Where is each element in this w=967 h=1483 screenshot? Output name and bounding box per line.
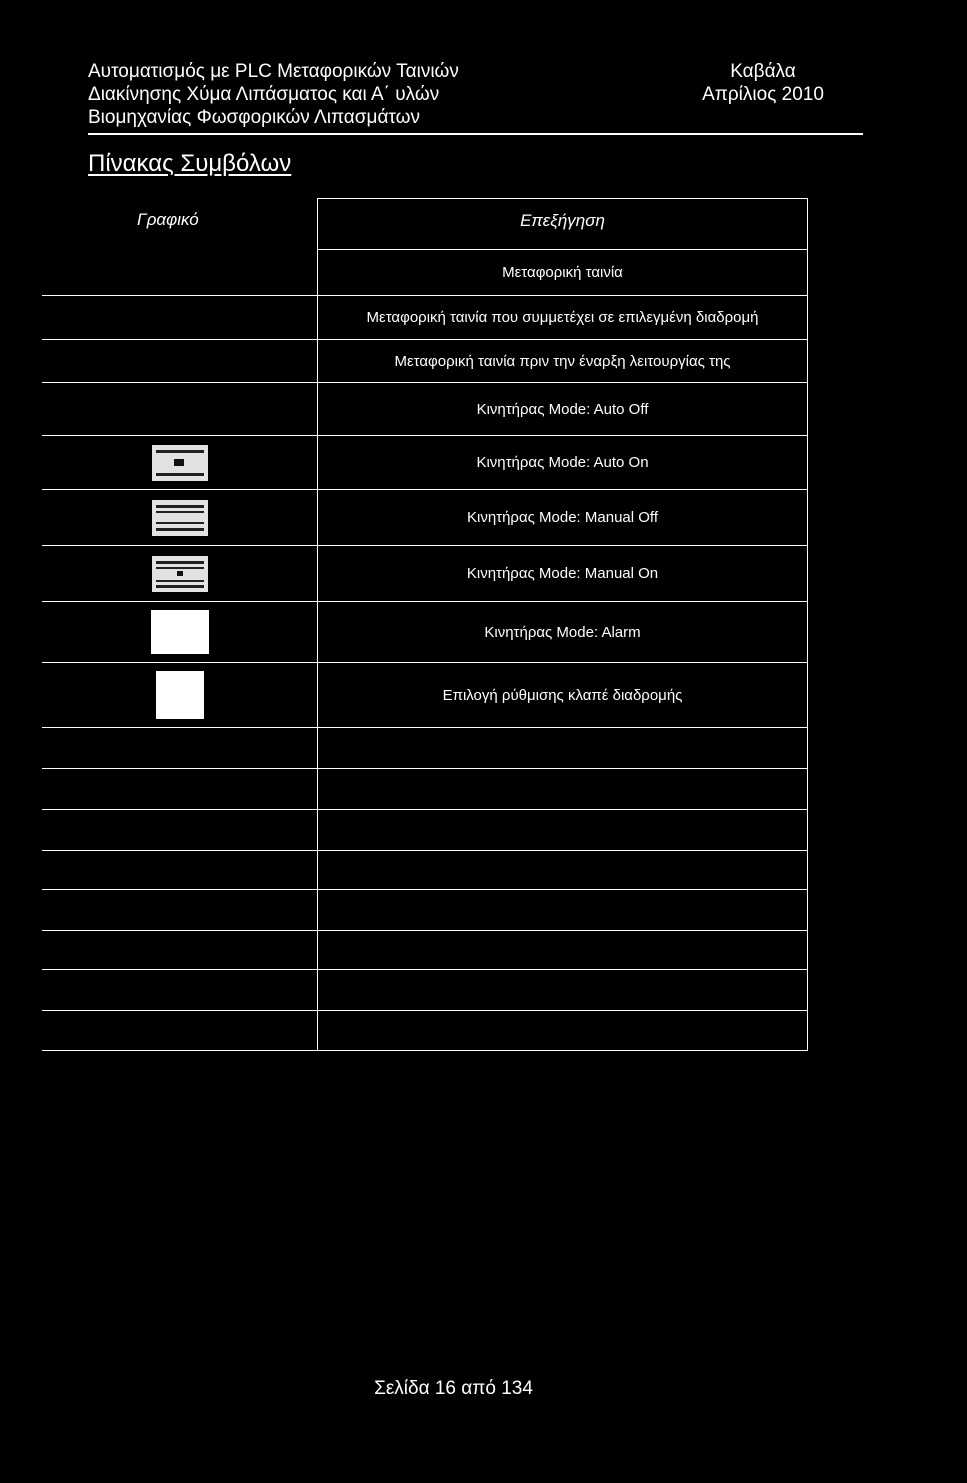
explanation-cell: Κινητήρας Mode: Alarm [317, 602, 808, 662]
symbols-table [42, 198, 808, 1051]
motor-alarm-icon [151, 610, 209, 654]
flap-selection-icon [156, 671, 204, 719]
graphic-cell [42, 890, 317, 930]
table-row [42, 662, 808, 727]
table-row [42, 545, 808, 601]
explanation-cell: Κινητήρας Mode: Manual Off [317, 490, 808, 545]
column-header-explanation: Επεξήγηση [317, 198, 808, 250]
table-row [42, 601, 808, 662]
explanation-cell [317, 728, 808, 768]
explanation-cell: Μεταφορική ταινία [317, 250, 808, 295]
graphic-cell [42, 970, 317, 1010]
explanation-cell: Κινητήρας Mode: Auto On [317, 436, 808, 489]
motor-manual-on-icon [152, 556, 208, 592]
header-line-1: Αυτοματισμός με PLC Μεταφορικών Ταινιών [88, 61, 459, 82]
graphic-cell [42, 383, 317, 435]
motor-auto-on-icon [152, 445, 208, 481]
graphic-cell [42, 340, 317, 382]
header-line-2: Διακίνησης Χύμα Λιπάσματος και Α΄ υλών [88, 84, 440, 105]
motor-manual-off-icon [152, 500, 208, 536]
header-project-title [88, 60, 459, 129]
graphic-cell [42, 769, 317, 809]
graphic-cell [42, 296, 317, 339]
table-row [42, 250, 808, 295]
table-header-row [42, 198, 808, 250]
table-row [42, 969, 808, 1010]
graphic-cell [42, 436, 317, 489]
graphic-cell [42, 851, 317, 889]
table-row [42, 339, 808, 382]
table-row [42, 1010, 808, 1051]
explanation-cell [317, 970, 808, 1010]
explanation-cell [317, 851, 808, 889]
table-row [42, 435, 808, 489]
graphic-cell [42, 546, 317, 601]
explanation-cell [317, 1011, 808, 1050]
graphic-cell [42, 490, 317, 545]
explanation-cell: Επιλογή ρύθμισης κλαπέ διαδρομής [317, 663, 808, 727]
table-row [42, 727, 808, 768]
graphic-cell [42, 250, 317, 295]
explanation-cell [317, 890, 808, 930]
explanation-cell: Μεταφορική ταινία που συμμετέχει σε επιλεγμένη διαδρομή [317, 296, 808, 339]
graphic-cell [42, 931, 317, 969]
table-row [42, 382, 808, 435]
column-header-graphic: Γραφικό [137, 210, 199, 229]
graphic-cell [42, 602, 317, 662]
page-number: Σελίδα 16 από 134 [374, 1378, 533, 1399]
page-footer [0, 1378, 967, 1400]
table-row [42, 489, 808, 545]
graphic-cell [42, 728, 317, 768]
explanation-cell: Κινητήρας Mode: Auto Off [317, 383, 808, 435]
explanation-cell: Μεταφορική ταινία πριν την έναρξη λειτουργίας της [317, 340, 808, 382]
explanation-cell [317, 931, 808, 969]
explanation-cell [317, 769, 808, 809]
explanation-cell [317, 810, 808, 850]
table-row [42, 930, 808, 969]
section-title: Πίνακας Συμβόλων [88, 150, 292, 177]
table-row [42, 295, 808, 339]
table-row [42, 768, 808, 809]
table-row [42, 889, 808, 930]
explanation-cell: Κινητήρας Mode: Manual On [317, 546, 808, 601]
header-line-3: Βιομηχανίας Φωσφορικών Λιπασμάτων [88, 107, 420, 128]
graphic-cell [42, 1011, 317, 1050]
header-date: Απρίλιος 2010 [702, 84, 824, 105]
graphic-cell [42, 663, 317, 727]
header-divider [88, 133, 863, 135]
header-place: Καβάλα [730, 61, 796, 82]
header-place-date [693, 60, 833, 106]
table-row [42, 809, 808, 850]
table-row [42, 850, 808, 889]
graphic-cell [42, 810, 317, 850]
